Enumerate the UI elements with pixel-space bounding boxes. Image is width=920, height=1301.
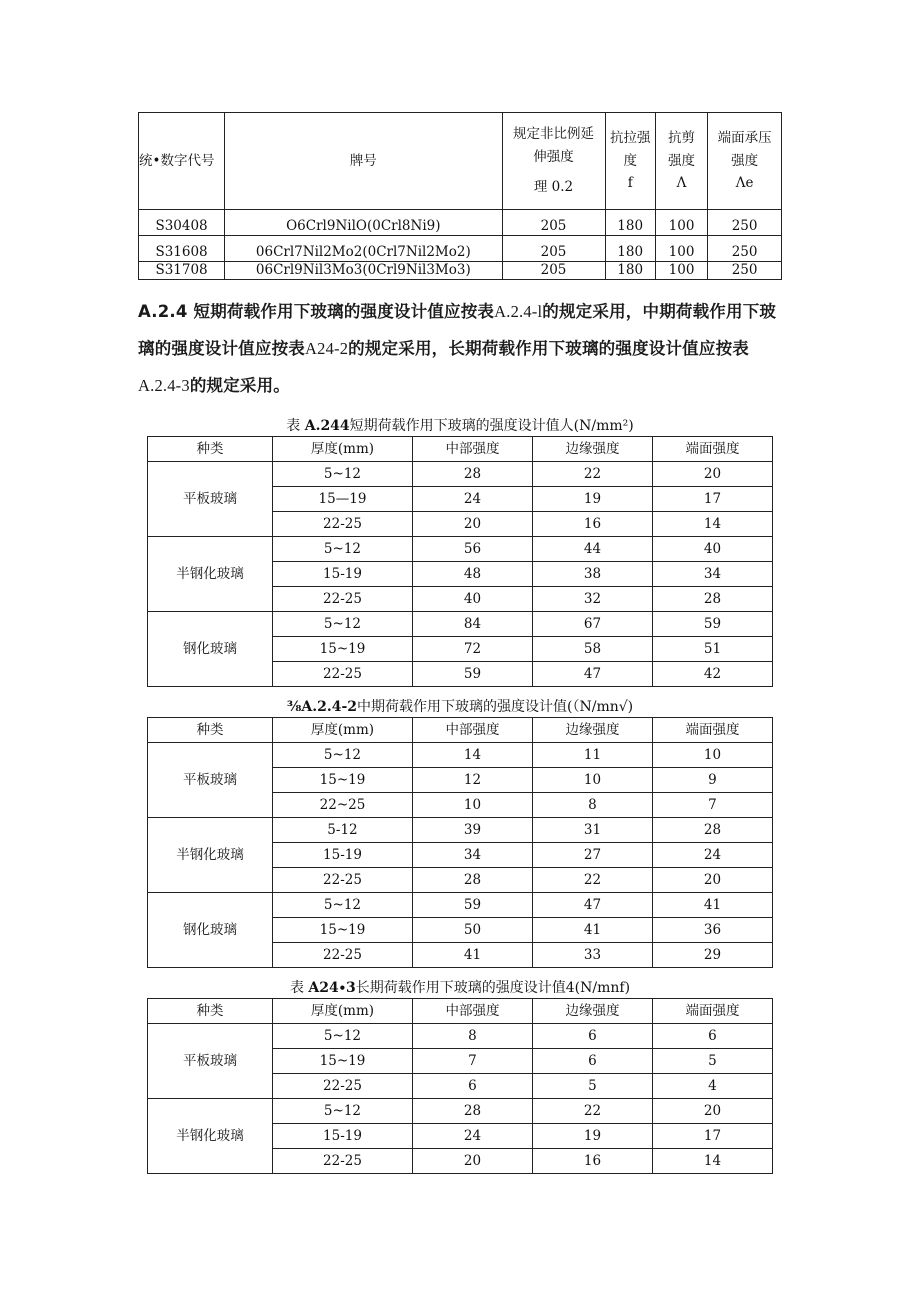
header-bearing-line2: 强度 (731, 152, 759, 169)
clause-ref-c: A.2.4-3 (138, 376, 190, 395)
steel-yield: 205 (502, 262, 605, 280)
cell-edge-strength: 38 (532, 562, 652, 587)
clause-text-b: 的规定采用，中期荷载作用下玻璃的强度设计值应按表 (138, 302, 777, 358)
cell-center-strength: 84 (412, 612, 532, 637)
table3-caption-number: A24∙3 (308, 980, 356, 996)
header-type: 种类 (148, 718, 273, 743)
cell-thickness: 22~25 (273, 793, 413, 818)
cell-edge-strength: 6 (532, 1049, 652, 1074)
steel-row (139, 262, 782, 280)
steel-shear: 100 (655, 210, 707, 236)
cell-end-strength: 36 (652, 918, 772, 943)
cell-edge-strength: 19 (532, 1124, 652, 1149)
steel-code: S31708 (139, 262, 225, 280)
cell-center-strength: 72 (412, 637, 532, 662)
steel-bearing: 250 (708, 210, 782, 236)
header-grade: 牌号 (225, 113, 502, 210)
cell-thickness: 5-12 (273, 818, 413, 843)
cell-thickness: 15-19 (273, 843, 413, 868)
table2-caption-number: ⅜A.2.4-2 (286, 699, 358, 715)
cell-thickness: 15-19 (273, 562, 413, 587)
cell-end-strength: 59 (652, 612, 772, 637)
cell-center-strength: 28 (412, 868, 532, 893)
header-edge-strength: 边缘强度 (532, 999, 652, 1024)
steel-grade: O6Crl9NilO(0Crl8Ni9) (225, 210, 502, 236)
cell-edge-strength: 22 (532, 462, 652, 487)
cell-thickness: 15-19 (273, 1124, 413, 1149)
cell-edge-strength: 31 (532, 818, 652, 843)
cell-center-strength: 7 (412, 1049, 532, 1074)
table3-caption-prefix: 表 (289, 980, 304, 996)
cell-edge-strength: 8 (532, 793, 652, 818)
steel-grade: 06Crl7Nil2Mo2(0Crl7Nil2Mo2) (225, 236, 502, 262)
cell-end-strength: 10 (652, 743, 772, 768)
cell-edge-strength: 33 (532, 943, 652, 968)
cell-end-strength: 20 (652, 462, 772, 487)
cell-center-strength: 14 (412, 743, 532, 768)
cell-thickness: 5~12 (273, 462, 413, 487)
clause-text-a: 短期荷载作用下玻璃的强度设计值应按表 (193, 302, 495, 321)
steel-bearing: 250 (708, 262, 782, 280)
cell-thickness: 22-25 (273, 868, 413, 893)
header-center-strength: 中部强度 (412, 437, 532, 462)
cell-edge-strength: 47 (532, 893, 652, 918)
header-edge-strength: 边缘强度 (532, 437, 652, 462)
cell-end-strength: 4 (652, 1074, 772, 1099)
steel-strength-table (138, 112, 782, 280)
cell-edge-strength: 6 (532, 1024, 652, 1049)
cell-end-strength: 51 (652, 637, 772, 662)
header-shear-line2: 强度 (668, 152, 696, 169)
glass-type-cell: 平板玻璃 (148, 462, 273, 537)
cell-thickness: 5~12 (273, 743, 413, 768)
cell-end-strength: 6 (652, 1024, 772, 1049)
cell-center-strength: 41 (412, 943, 532, 968)
header-type: 种类 (148, 999, 273, 1024)
cell-edge-strength: 22 (532, 1099, 652, 1124)
clause-paragraph (138, 293, 788, 404)
cell-edge-strength: 16 (532, 512, 652, 537)
steel-yield: 205 (502, 210, 605, 236)
table2-caption-text: 中期荷载作用下玻璃的强度设计值(（N/mn√) (357, 699, 634, 715)
table-row (148, 818, 773, 843)
table-row (148, 1099, 773, 1124)
header-edge-strength: 边缘强度 (532, 718, 652, 743)
cell-center-strength: 24 (412, 487, 532, 512)
header-shear-line3: Λ (676, 175, 687, 192)
cell-thickness: 5~12 (273, 893, 413, 918)
cell-end-strength: 41 (652, 893, 772, 918)
cell-center-strength: 56 (412, 537, 532, 562)
steel-grade: 06Crl9Nil3Mo3(0Crl9Nil3Mo3) (225, 262, 502, 280)
cell-edge-strength: 67 (532, 612, 652, 637)
cell-edge-strength: 11 (532, 743, 652, 768)
header-bearing-line1: 端面承压 (717, 129, 772, 146)
cell-thickness: 15~19 (273, 637, 413, 662)
cell-center-strength: 10 (412, 793, 532, 818)
cell-end-strength: 20 (652, 1099, 772, 1124)
cell-center-strength: 40 (412, 587, 532, 612)
cell-center-strength: 39 (412, 818, 532, 843)
steel-yield: 205 (502, 236, 605, 262)
header-yield-line2: 伸强度 (533, 148, 574, 165)
cell-thickness: 5~12 (273, 612, 413, 637)
steel-code: S30408 (139, 210, 225, 236)
header-thickness: 厚度(mm) (273, 999, 413, 1024)
glass-type-cell: 半钢化玻璃 (148, 818, 273, 893)
header-tensile (605, 113, 655, 210)
table1-caption-number: A.244 (304, 418, 350, 434)
cell-center-strength: 24 (412, 1124, 532, 1149)
clause-ref-a: A.2.4-l (494, 302, 543, 321)
cell-thickness: 22-25 (273, 1149, 413, 1174)
cell-thickness: 5~12 (273, 1099, 413, 1124)
header-center-strength: 中部强度 (412, 999, 532, 1024)
glass-table-medium-term (147, 717, 773, 968)
cell-end-strength: 42 (652, 662, 772, 687)
table3-caption (147, 977, 773, 997)
header-bearing-line3: Λe (735, 175, 754, 192)
table1-caption-text: 短期荷载作用下玻璃的强度设计值人(N/mm²) (349, 418, 634, 434)
steel-table-header-row (139, 113, 782, 210)
header-bearing (708, 113, 782, 210)
cell-center-strength: 20 (412, 512, 532, 537)
steel-tensile: 180 (605, 262, 655, 280)
cell-edge-strength: 22 (532, 868, 652, 893)
glass-table-long-term (147, 998, 773, 1174)
clause-text-d: 的规定采用。 (189, 376, 291, 395)
clause-number: A.2.4 (138, 302, 188, 321)
cell-center-strength: 59 (412, 662, 532, 687)
glass-type-cell: 钢化玻璃 (148, 612, 273, 687)
cell-end-strength: 14 (652, 512, 772, 537)
cell-edge-strength: 16 (532, 1149, 652, 1174)
header-end-strength: 端面强度 (652, 437, 772, 462)
glass-type-cell: 半钢化玻璃 (148, 537, 273, 612)
cell-edge-strength: 27 (532, 843, 652, 868)
table1-caption-prefix: 表 (286, 418, 301, 434)
cell-end-strength: 28 (652, 818, 772, 843)
header-end-strength: 端面强度 (652, 718, 772, 743)
header-yield-line3: 理 0.2 (533, 179, 574, 196)
cell-center-strength: 28 (412, 462, 532, 487)
cell-center-strength: 8 (412, 1024, 532, 1049)
steel-row (139, 210, 782, 236)
cell-thickness: 15~19 (273, 768, 413, 793)
table-row (148, 893, 773, 918)
cell-end-strength: 29 (652, 943, 772, 968)
glass-type-cell: 平板玻璃 (148, 743, 273, 818)
steel-bearing: 250 (708, 236, 782, 262)
cell-end-strength: 20 (652, 868, 772, 893)
header-tensile-line1: 抗拉强 (609, 129, 651, 146)
header-yield-line1: 规定非比例延 (513, 125, 594, 142)
header-tensile-line2: 度 (623, 152, 637, 169)
cell-thickness: 22-25 (273, 662, 413, 687)
cell-end-strength: 7 (652, 793, 772, 818)
cell-end-strength: 28 (652, 587, 772, 612)
cell-center-strength: 48 (412, 562, 532, 587)
steel-tensile: 180 (605, 236, 655, 262)
cell-end-strength: 17 (652, 1124, 772, 1149)
cell-center-strength: 50 (412, 918, 532, 943)
cell-edge-strength: 44 (532, 537, 652, 562)
cell-thickness: 22-25 (273, 587, 413, 612)
steel-shear: 100 (655, 262, 707, 280)
table-row (148, 462, 773, 487)
cell-edge-strength: 47 (532, 662, 652, 687)
cell-thickness: 5~12 (273, 1024, 413, 1049)
table2-caption (147, 696, 773, 716)
table-row (148, 537, 773, 562)
cell-end-strength: 5 (652, 1049, 772, 1074)
cell-center-strength: 20 (412, 1149, 532, 1174)
cell-center-strength: 34 (412, 843, 532, 868)
cell-edge-strength: 19 (532, 487, 652, 512)
header-thickness: 厚度(mm) (273, 718, 413, 743)
cell-edge-strength: 32 (532, 587, 652, 612)
glass-type-cell: 半钢化玻璃 (148, 1099, 273, 1174)
cell-end-strength: 9 (652, 768, 772, 793)
cell-thickness: 22-25 (273, 512, 413, 537)
cell-thickness: 22-25 (273, 943, 413, 968)
cell-edge-strength: 10 (532, 768, 652, 793)
cell-thickness: 15~19 (273, 918, 413, 943)
header-tensile-line3: f (627, 175, 633, 192)
header-center-strength: 中部强度 (412, 718, 532, 743)
clause-ref-b: A24-2 (305, 339, 349, 358)
table1-caption (147, 415, 773, 435)
header-shear-line1: 抗剪 (668, 129, 696, 146)
table-row (148, 1024, 773, 1049)
header-type: 种类 (148, 437, 273, 462)
cell-center-strength: 28 (412, 1099, 532, 1124)
cell-end-strength: 40 (652, 537, 772, 562)
table3-caption-text: 长期荷载作用下玻璃的强度设计值4(N/mnf) (355, 980, 631, 996)
cell-end-strength: 34 (652, 562, 772, 587)
table-row (148, 612, 773, 637)
cell-end-strength: 14 (652, 1149, 772, 1174)
cell-end-strength: 17 (652, 487, 772, 512)
glass-header-row (148, 999, 773, 1024)
steel-shear: 100 (655, 236, 707, 262)
cell-edge-strength: 58 (532, 637, 652, 662)
cell-thickness: 15~19 (273, 1049, 413, 1074)
cell-center-strength: 6 (412, 1074, 532, 1099)
glass-header-row (148, 718, 773, 743)
glass-type-cell: 钢化玻璃 (148, 893, 273, 968)
header-yield (502, 113, 605, 210)
glass-type-cell: 平板玻璃 (148, 1024, 273, 1099)
cell-thickness: 5~12 (273, 537, 413, 562)
steel-code: S31608 (139, 236, 225, 262)
cell-thickness: 22-25 (273, 1074, 413, 1099)
header-thickness: 厚度(mm) (273, 437, 413, 462)
steel-row (139, 236, 782, 262)
cell-edge-strength: 41 (532, 918, 652, 943)
cell-center-strength: 59 (412, 893, 532, 918)
glass-header-row (148, 437, 773, 462)
glass-table-short-term (147, 436, 773, 687)
cell-center-strength: 12 (412, 768, 532, 793)
header-code: 统•数字代号 (139, 113, 225, 210)
cell-thickness: 15—19 (273, 487, 413, 512)
table-row (148, 743, 773, 768)
clause-text-c: 的规定采用，长期荷载作用下玻璃的强度设计值应按表 (348, 339, 749, 358)
cell-edge-strength: 5 (532, 1074, 652, 1099)
header-shear (655, 113, 707, 210)
cell-end-strength: 24 (652, 843, 772, 868)
steel-tensile: 180 (605, 210, 655, 236)
header-end-strength: 端面强度 (652, 999, 772, 1024)
